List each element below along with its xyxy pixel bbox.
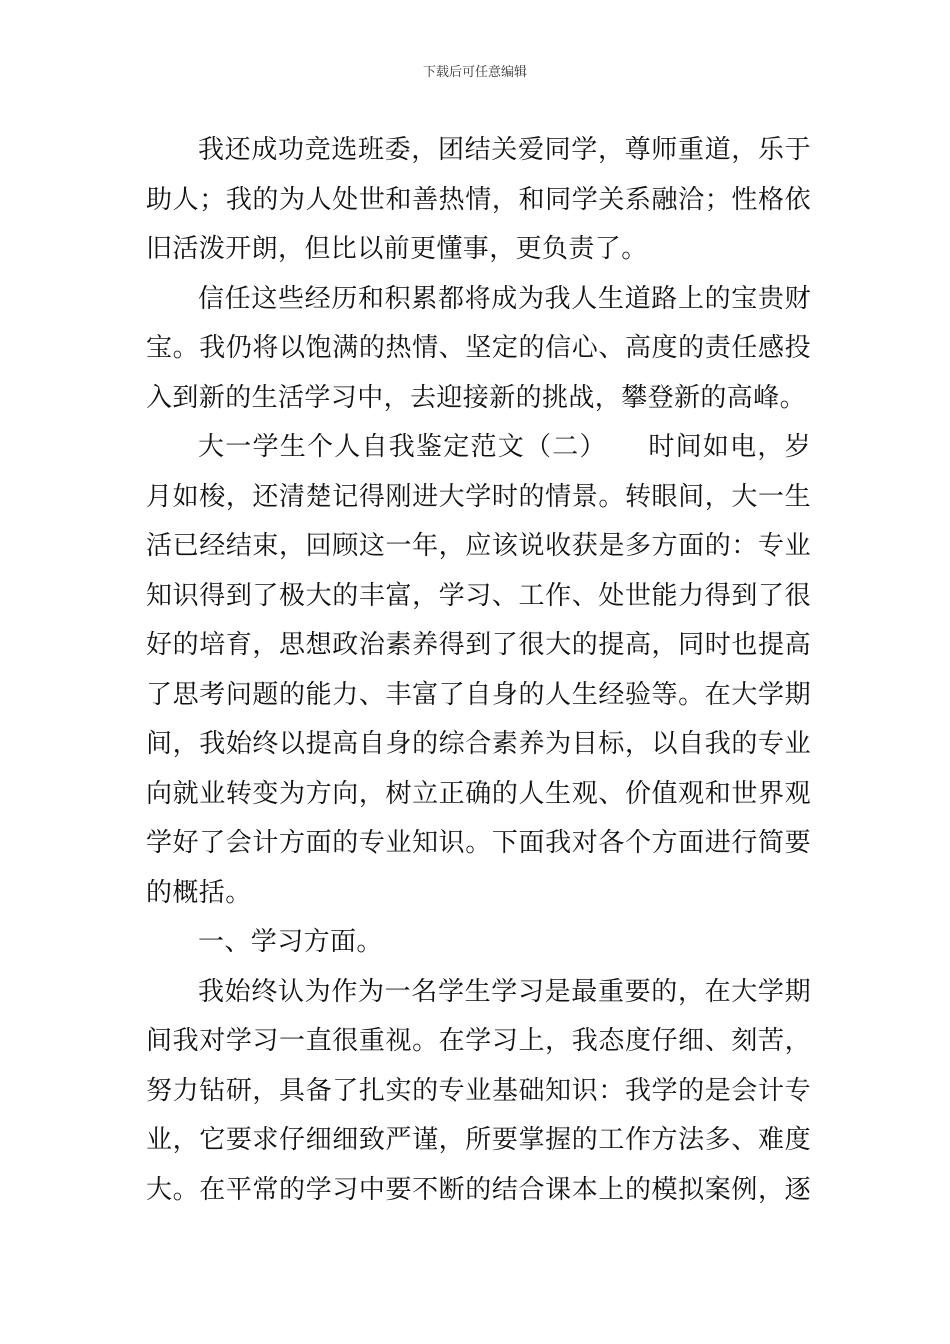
- text-line: 间，我始终以提高自身的综合素养为目标，以自我的专业: [146, 729, 811, 759]
- section-heading: [146, 918, 811, 968]
- text-line: 间我对学习一直很重视。在学习上，我态度仔细、刻苦，: [146, 1026, 811, 1056]
- text-line: 旧活泼开朗，但比以前更懂事，更负责了。: [146, 234, 648, 264]
- text-line: 向就业转变为方向，树立正确的人生观、价值观和世界观: [146, 778, 811, 809]
- text-line: 学好了会计方面的专业知识。下面我对各个方面进行简要: [146, 828, 811, 858]
- text-line: 活已经结束，回顾这一年，应该说收获是多方面的：专业: [146, 531, 811, 561]
- text-line: 大。在平常的学习中要不断的结合课本上的模拟案例，逐: [146, 1174, 811, 1205]
- text-line: 宝。我仍将以饱满的热情、坚定的信心、高度的责任感投: [146, 333, 811, 363]
- document-body: [146, 126, 811, 1215]
- text-line: 信任这些经历和积累都将成为我人生道路上的宝贵财: [198, 283, 811, 314]
- text-line: 我始终认为作为一名学生学习是最重要的，在大学期: [198, 976, 811, 1007]
- page-header: 下载后可任意编辑: [422, 65, 527, 80]
- text-line: 一、学习方面。: [198, 927, 383, 957]
- paragraph: [146, 126, 811, 275]
- paragraph: [146, 275, 811, 424]
- text-line: 好的培育，思想政治素养得到了很大的提高，同时也提高: [146, 630, 811, 660]
- text-line: 业，它要求仔细细致严谨，所要掌握的工作方法多、难度: [146, 1125, 811, 1155]
- text-line: 努力钻研，具备了扎实的专业基础知识：我学的是会计专: [146, 1075, 811, 1106]
- paragraph: [146, 423, 811, 918]
- text-line: 助人；我的为人处世和善热情，和同学关系融洽；性格依: [146, 184, 811, 215]
- text-line: 的概括。: [146, 877, 252, 908]
- text-line: 入到新的生活学习中，去迎接新的挑战，攀登新的高峰。: [146, 382, 807, 413]
- text-line: 我还成功竞选班委，团结关爱同学，尊师重道，乐于: [198, 135, 811, 165]
- text-line: 了思考问题的能力、丰富了自身的人生经验等。在大学期: [146, 679, 811, 710]
- text-line: 大一学生个人自我鉴定范文（二） 时间如电，岁: [198, 432, 811, 462]
- paragraph: [146, 968, 811, 1216]
- text-line: 月如梭，还清楚记得刚进大学时的情景。转眼间，大一生: [146, 481, 811, 512]
- text-line: 知识得到了极大的丰富，学习、工作、处世能力得到了很: [146, 580, 811, 611]
